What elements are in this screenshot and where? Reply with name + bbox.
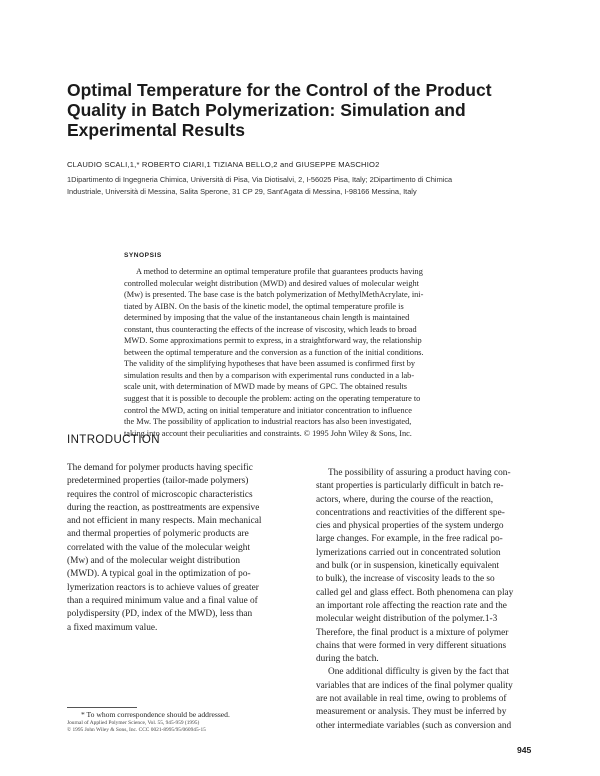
- body-line: variables that are indices of the final polymer quality: [316, 680, 513, 691]
- body-line: Therefore, the final product is a mixture of polymer: [316, 627, 509, 638]
- body-line: during the batch.: [316, 654, 379, 665]
- abstract-line: simulation results and then by a comparison with experimental runs conducted in a lab-: [124, 370, 415, 380]
- introduction-heading: INTRODUCTION: [67, 434, 160, 446]
- body-line: and not efficient in many respects. Main mechanical: [67, 516, 262, 527]
- body-line: One additional difficulty is given by the fact that: [328, 667, 510, 678]
- body-line: lymerizations carried out in concentrated solution: [316, 547, 501, 558]
- body-line: are not available in real time, owing to problems of: [316, 694, 507, 705]
- body-line: an important role affecting the reaction rate and the: [316, 600, 507, 611]
- abstract-line: scale unit, with determination of MWD made by means of GPC. The obtained results: [124, 382, 408, 392]
- body-line: molecular weight distribution of the polymer.1-3: [316, 614, 498, 625]
- abstract-line: constant, thus counteracting the effects of the increase of viscosity, which leads to broad: [124, 324, 417, 334]
- body-line: lymerization reactors is to achieve values of greater: [67, 582, 259, 593]
- body-line: and bulk (or in suspension, kinetically equivalent: [316, 561, 500, 572]
- body-line: The possibility of assuring a product having con-: [328, 468, 511, 478]
- abstract-line: (Mw) is presented. The base case is the batch polymerization of MethylMethAcrylate, ini-: [124, 290, 424, 300]
- body-line: (MWD). A typical goal in the optimization of po-: [67, 569, 251, 580]
- body-line: other intermediate variables (such as conversion and: [316, 720, 512, 731]
- body-line: called gel and glass effect. Both phenomena can play: [316, 587, 514, 598]
- body-line: concentrations and reactivities of the different spe-: [316, 507, 505, 518]
- affiliation-line: 1Dipartimento di Ingegneria Chimica, Università di Pisa, Via Diotisalvi, 2, I-56025 Pisa, Italy; 2Dipartimento di Chimica: [67, 175, 453, 184]
- abstract-line: A method to determine an optimal temperature profile that guarantees products having: [136, 267, 423, 276]
- title-line: Optimal Temperature for the Control of the Product: [67, 80, 492, 100]
- body-line: polydispersity (PD, index of the MWD), less than: [67, 609, 253, 620]
- abstract-line: MWD. Some approximations permit to express, in a straightforward way, the relationship: [124, 336, 422, 346]
- abstract-text: [124, 266, 492, 439]
- synopsis-heading: SYNOPSIS: [124, 252, 162, 259]
- title-line: Quality in Batch Polymerization: Simulation and: [67, 100, 466, 120]
- right-column: [316, 467, 542, 733]
- journal-citation: Journal of Applied Polymer Science, Vol. 55, 945-959 (1995): [67, 719, 200, 726]
- body-line: stant properties is particularly difficult in batch re-: [316, 481, 504, 492]
- abstract-line: between the optimal temperature and the conversion as a function of the initial conditions.: [124, 347, 424, 357]
- abstract-line: suggest that it is possible to decouple the problem: acting on the operating temperature to: [124, 394, 421, 404]
- body-line: measurement or analysis. They must be inferred by: [316, 707, 507, 718]
- abstract-line: The validity of the simplifying hypotheses that have been assumed is confirmed first by: [124, 359, 416, 369]
- body-line: and thermal properties of polymeric products are: [67, 529, 249, 540]
- body-line: a fixed maximum value.: [67, 622, 158, 633]
- footnote-divider: [67, 707, 137, 708]
- abstract-line: taking into account their peculiarities and constraints. © 1995 John Wiley & Sons, Inc.: [124, 428, 412, 438]
- body-line: than a required minimum value and a final value of: [67, 595, 258, 606]
- copyright-line: © 1995 John Wiley & Sons, Inc. CCC 0021-8995/95/060945-15: [67, 726, 206, 733]
- footnote: [67, 710, 307, 734]
- body-line: (Mw) and of the molecular weight distribution: [67, 556, 240, 567]
- abstract-line: tiated by AIBN. On the basis of the kinetic model, the optimal temperature profile is: [124, 301, 404, 311]
- introduction-paragraph: [67, 462, 293, 635]
- body-line: requires the control of microscopic characteristics: [67, 489, 253, 500]
- left-column: [67, 434, 293, 635]
- body-line: to bulk), the increase of viscosity leads to the so: [316, 574, 495, 585]
- abstract-line: determined by imposing that the value of the instantaneous chain length is maintained: [124, 313, 410, 323]
- paper-title: [67, 80, 537, 140]
- body-line: predetermined properties (tailor-made polymers): [67, 476, 249, 487]
- body-line: chains that were formed in very different situations: [316, 640, 507, 651]
- correspondence-note: * To whom correspondence should be addressed.: [81, 710, 230, 719]
- page-number: 945: [517, 745, 532, 755]
- affiliation-line: Industriale, Università di Messina, Salita Sperone, 31 CP 29, Sant'Agata di Messina, I-98166 Messina, Italy: [67, 187, 417, 196]
- author-list: CLAUDIO SCALI,1,* ROBERTO CIARI,1 TIZIANA BELLO,2 and GIUSEPPE MASCHIO2: [67, 160, 380, 169]
- body-line: cies and physical properties of the system undergo: [316, 521, 504, 532]
- body-line: correlated with the value of the molecular weight: [67, 542, 251, 553]
- abstract-line: the Mw. The possibility of application to industrial reactors has also been investigated,: [124, 417, 412, 427]
- body-line: large changes. For example, in the free radical po-: [316, 534, 503, 545]
- abstract-line: controlled molecular weight distribution (MWD) and desired values of molecular weight: [124, 278, 419, 288]
- abstract-line: control the MWD, acting on initial temperature and initiator concentration to influence: [124, 405, 412, 415]
- body-line: actors, where, during the course of the reaction,: [316, 494, 494, 505]
- right-column-text: [316, 467, 542, 733]
- title-line: Experimental Results: [67, 120, 245, 140]
- body-line: The demand for polymer products having specific: [67, 463, 253, 473]
- affiliations: [67, 174, 537, 198]
- body-line: during the reaction, as posttreatments are expensive: [67, 502, 260, 513]
